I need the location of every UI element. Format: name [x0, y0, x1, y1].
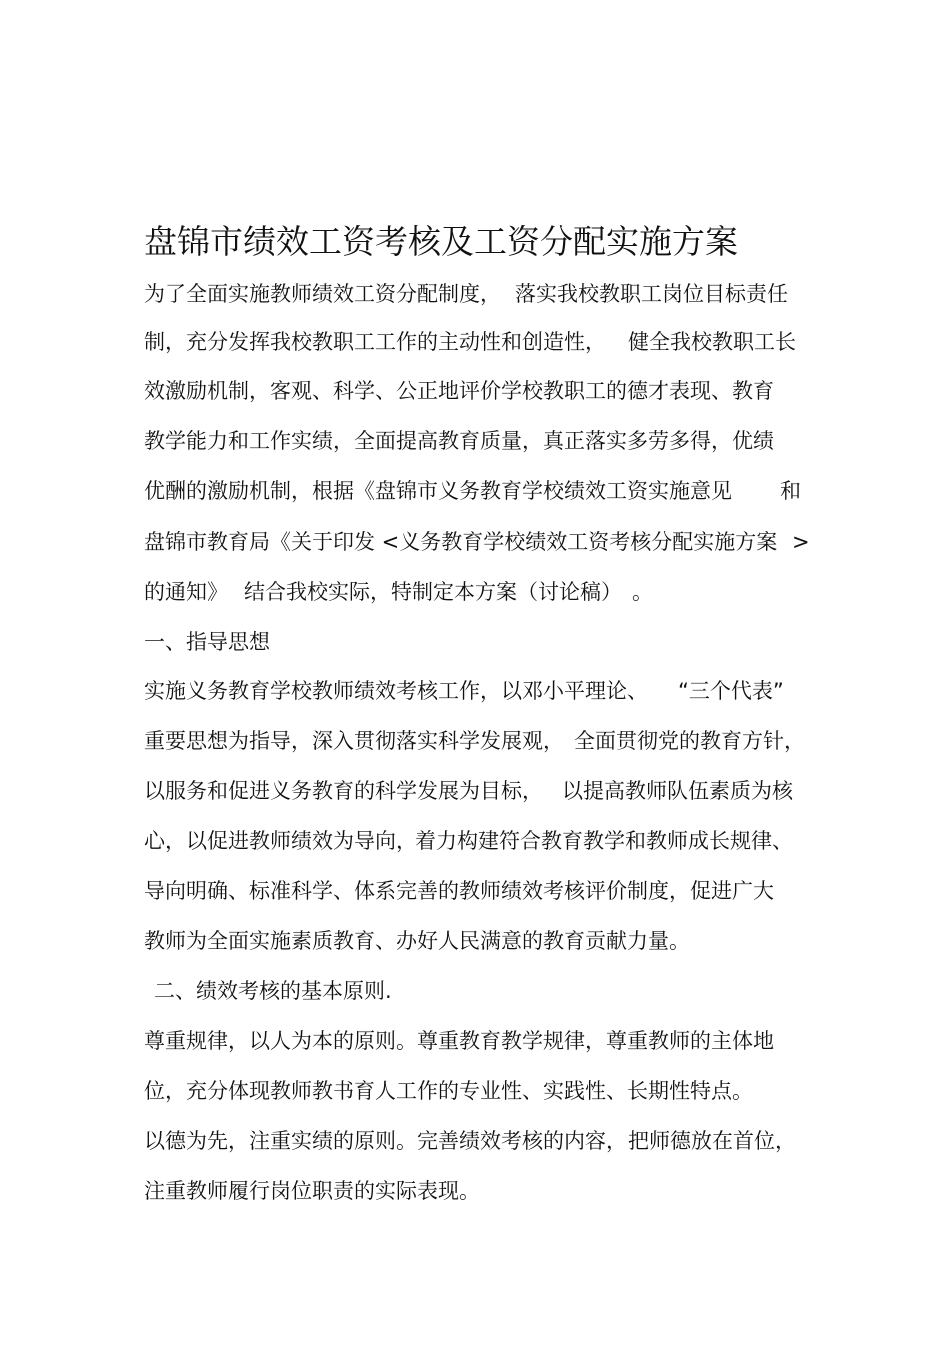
- text-segment: 重要思想为指导，深入贯彻落实科学发展观，: [144, 729, 564, 753]
- text-segment: 全面贯彻党的教育方针，: [574, 729, 805, 753]
- text-segment: 心，以促进教师绩效为导向，: [144, 829, 417, 853]
- text-segment: 落实我校教职工岗位目标责任: [515, 282, 788, 306]
- text-segment: 的通知》: [144, 580, 228, 604]
- text-segment: 优酬的激励机制，根据《盘锦市义务教育学校绩效工资实施意见: [144, 479, 732, 503]
- text-segment: 教学能力和工作实绩，全面提高教育质量，真正落实多劳多得，优绩: [144, 429, 774, 453]
- text-segment: 以德为先，注重实绩的原则。完善绩效考核的内容，: [144, 1129, 627, 1153]
- text-segment: 着力构建符合教育教学和教师成长规律、: [415, 829, 793, 853]
- text-segment: 以提高教师队伍素质为核: [562, 779, 793, 803]
- text-segment: 和: [780, 479, 801, 503]
- heading-text: 二、绩效考核的基本原则.: [154, 979, 392, 1003]
- text-segment: 。: [632, 580, 653, 604]
- text-segment: 效激励机制，客观、科学、公正地评价学校教职工的德才表现、教育: [144, 379, 774, 403]
- text-segment: >: [792, 530, 810, 554]
- text-segment: 位，充分体现教师教书育人工作的专业性、实践性、长期性特点。: [144, 1079, 753, 1103]
- text-segment: 结合我校实际，特制定本方案（讨论稿）: [244, 580, 622, 604]
- text-segment: 注重教师履行岗位职责的实际表现。: [144, 1179, 480, 1203]
- text-segment: 导向明确、标准科学、体系完善的教师绩效考核评价制度，促进广大: [144, 879, 774, 903]
- heading-text: 一、指导思想: [144, 630, 270, 654]
- text-segment: 把师德放在首位，: [628, 1129, 796, 1153]
- document-title: 盘锦市绩效工资考核及工资分配实施方案: [144, 222, 738, 261]
- text-segment: “三个代表”: [678, 679, 784, 703]
- text-segment: 为了全面实施教师绩效工资分配制度，: [144, 282, 501, 306]
- text-segment: 尊重规律，以人为本的原则。尊重教育教学规律，尊重教师的主体地: [144, 1029, 774, 1053]
- text-segment: 制，充分发挥我校教职工工作的主动性和创造性，: [144, 330, 606, 354]
- text-segment: 教师为全面实施素质教育、办好人民满意的教育贡献力量。: [144, 929, 690, 953]
- text-segment: 实施义务教育学校教师绩效考核工作，以邓小平理论、: [144, 679, 648, 703]
- text-segment: 盘锦市教育局《关于印发 <义务教育学校绩效工资考核分配实施方案: [144, 530, 778, 554]
- text-segment: 健全我校教职工长: [628, 330, 796, 354]
- text-segment: 以服务和促进义务教育的科学发展为目标，: [144, 779, 543, 803]
